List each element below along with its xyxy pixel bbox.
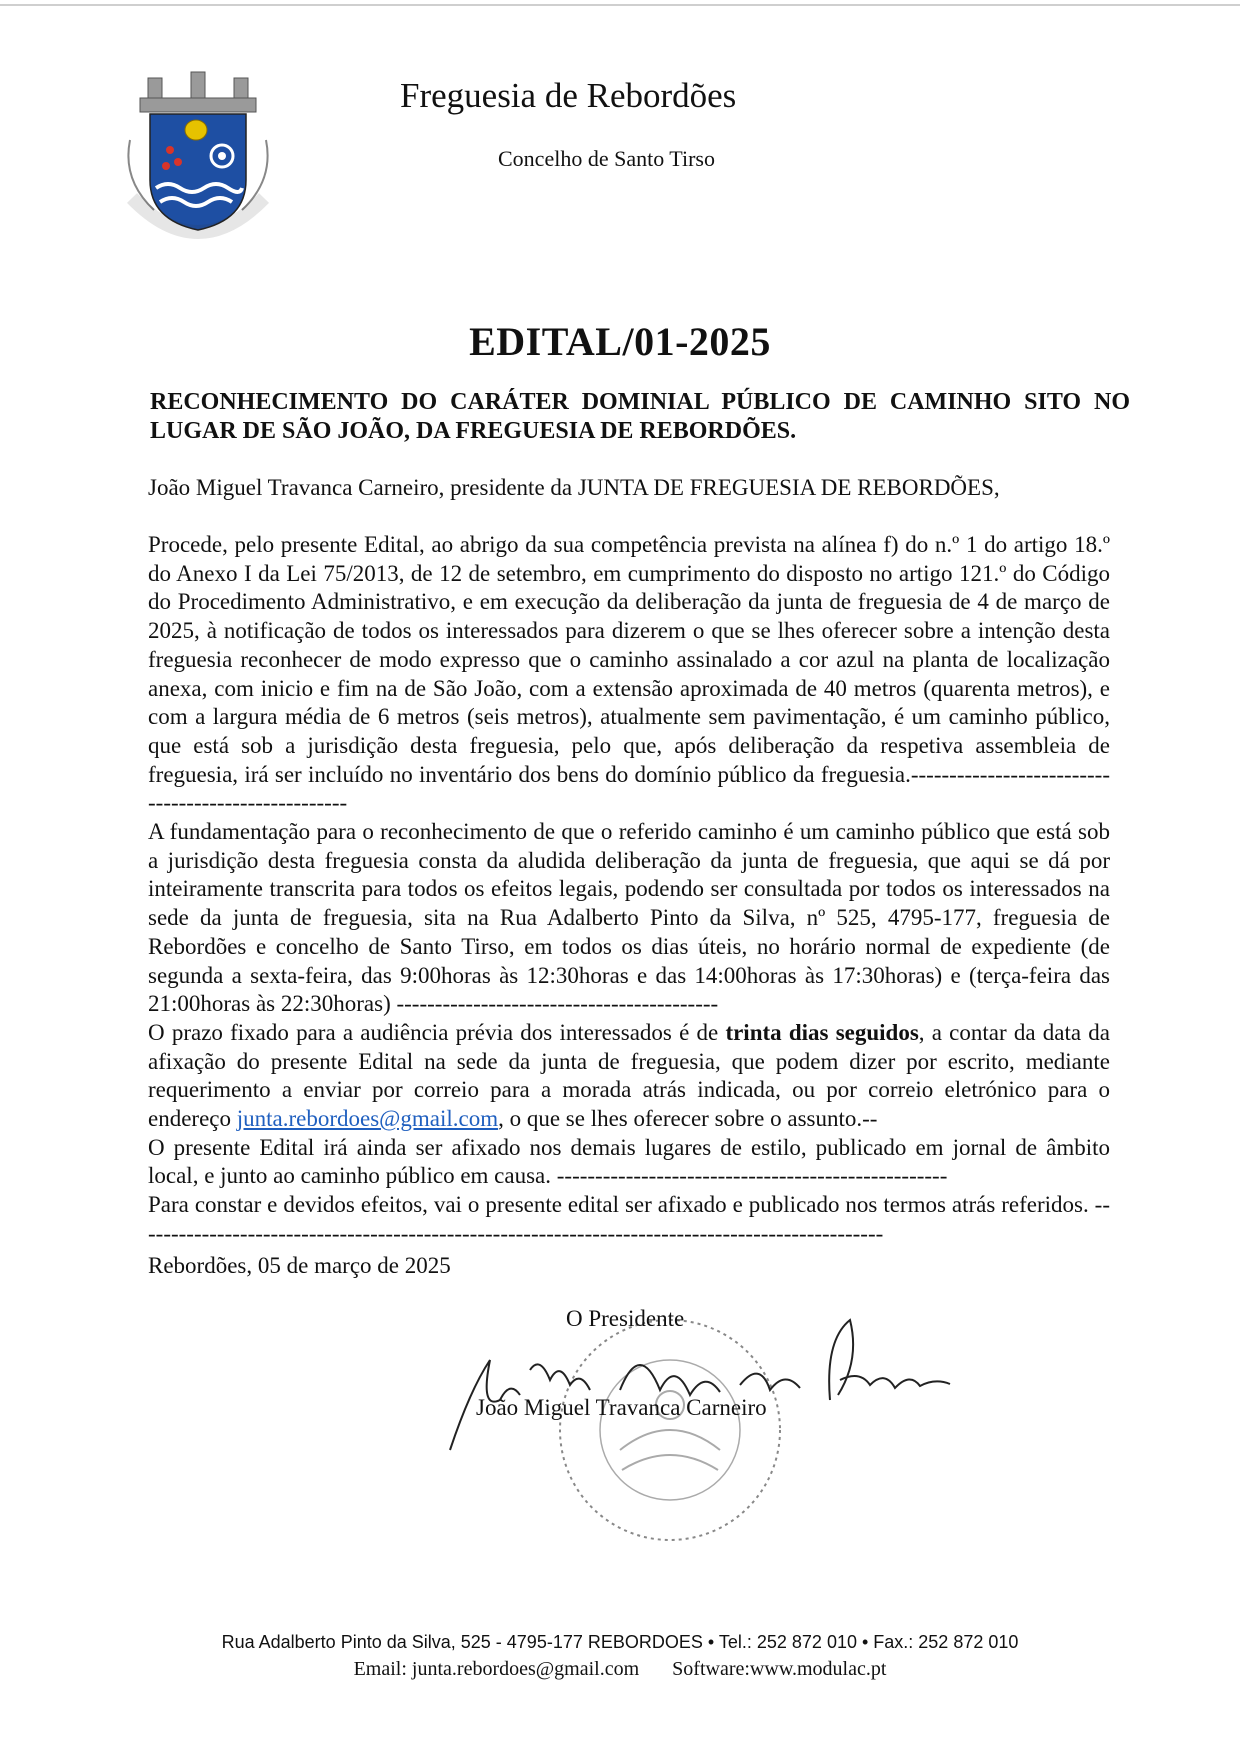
edital-number: EDITAL/01-2025 — [469, 319, 771, 364]
parish-coat-of-arms — [118, 70, 278, 250]
email-link[interactable]: junta.rebordoes@gmail.com — [236, 1106, 499, 1132]
paragraph-4: O presente Edital irá ainda ser afixado nos demais lugares de estilo, publicado em jornal de âmbito local, e junto ao caminho público em causa. --------------------------------------------------- — [148, 1134, 1110, 1189]
signatory-title: O Presidente — [566, 1306, 685, 1331]
date-line: Rebordões, 05 de março de 2025 — [148, 1253, 451, 1278]
paragraph-2: A fundamentação para o reconhecimento de que o referido caminho é um caminho público que está sob a jurisdição desta freguesia consta da aludida deliberação da junta de freguesia, que aqui se dá por inteiramente transcrita para todos os efeitos legais, podendo ser consultada por todos os interessados na sede da junta de freguesia, sita na Rua Adalberto Pinto da Silva, nº 525, 4795-177, freguesia de Rebordões e concelho de Santo Tirso, em todos os dias úteis, no horário normal de expediente (de segunda a sexta-feira, das 9:00horas às 12:30horas e das 14:00horas às 17:30horas) e (terça-feira das 21:00horas às 22:30horas) ------------------------------------------ — [148, 819, 1110, 1017]
signatory-name: João Miguel Travanca Carneiro — [476, 1395, 767, 1420]
intro-line: João Miguel Travanca Carneiro, presidente da JUNTA DE FREGUESIA DE REBORDÕES, — [148, 475, 1000, 500]
deadline-emphasis: trinta dias seguidos — [725, 1019, 919, 1045]
paragraph-3-text-b: , a contar da data da afixação do presente Edital na sede da junta de freguesia, que podem dizer por escrito, mediante requerimento a enviar por correio para a morada atrás indicada, ou por correio eletrónico para o endereço — [148, 1019, 1111, 1132]
paragraph-3 — [148, 1019, 1110, 1134]
top-border-line — [0, 4, 1240, 6]
paragraph-1: Procede, pelo presente Edital, ao abrigo da sua competência prevista na alínea f) do n.º 1 do artigo 18.º do Anexo I da Lei 75/2013, de 12 de setembro, em cumprimento do disposto no artigo 121.º do Código do Procedimento Administrativo, e em execução da deliberação da junta de freguesia de 4 de março de 2025, à notificação de todos os interessados para dizerem o que se lhes oferecer sobre a intenção desta freguesia reconhecer de modo expresso que o caminho assinalado a cor azul na planta de localização anexa, com inicio e fim na de São João, com a extensão aproximada de 40 metros (quarenta metros), e com a largura média de 6 metros (seis metros), atualmente sem pavimentação, é um caminho público, que está sob a jurisdição desta freguesia, pelo que, após deliberação da respetiva assembleia de freguesia, irá ser incluído no inventário dos bens do domínio público da freguesia.---------------------------------------------------- — [148, 532, 1110, 816]
footer-software: Software:www.modulac.pt — [672, 1658, 887, 1680]
footer-address-line: Rua Adalberto Pinto da Silva, 525 - 4795-177 REBORDOES • Tel.: 252 872 010 • Fax.: 252 872 010 — [221, 1632, 1019, 1652]
paragraph-3-text-c: , o que se lhes oferecer sobre o assunto.-- — [498, 1106, 878, 1132]
edital-body — [148, 531, 1110, 1249]
parish-title: Freguesia de Rebordões — [400, 76, 737, 115]
paragraph-3-text-a: O prazo fixado para a audiência prévia dos interessados é de — [148, 1019, 726, 1045]
footer-contact-line — [0, 1658, 1240, 1681]
footer-email: Email: junta.rebordoes@gmail.com — [353, 1658, 640, 1680]
handwritten-signature — [440, 1300, 980, 1460]
paragraph-5: Para constar e devidos efeitos, vai o presente edital ser afixado e publicado nos termos atrás referidos. -------------------------------------------------------------------------------------------------- — [148, 1192, 1110, 1246]
municipality-subtitle: Concelho de Santo Tirso — [498, 146, 715, 171]
edital-subject: RECONHECIMENTO DO CARÁTER DOMINIAL PÚBLICO DE CAMINHO SITO NO LUGAR DE SÃO JOÃO, DA FREGUESIA DE REBORDÕES. — [150, 389, 1130, 444]
